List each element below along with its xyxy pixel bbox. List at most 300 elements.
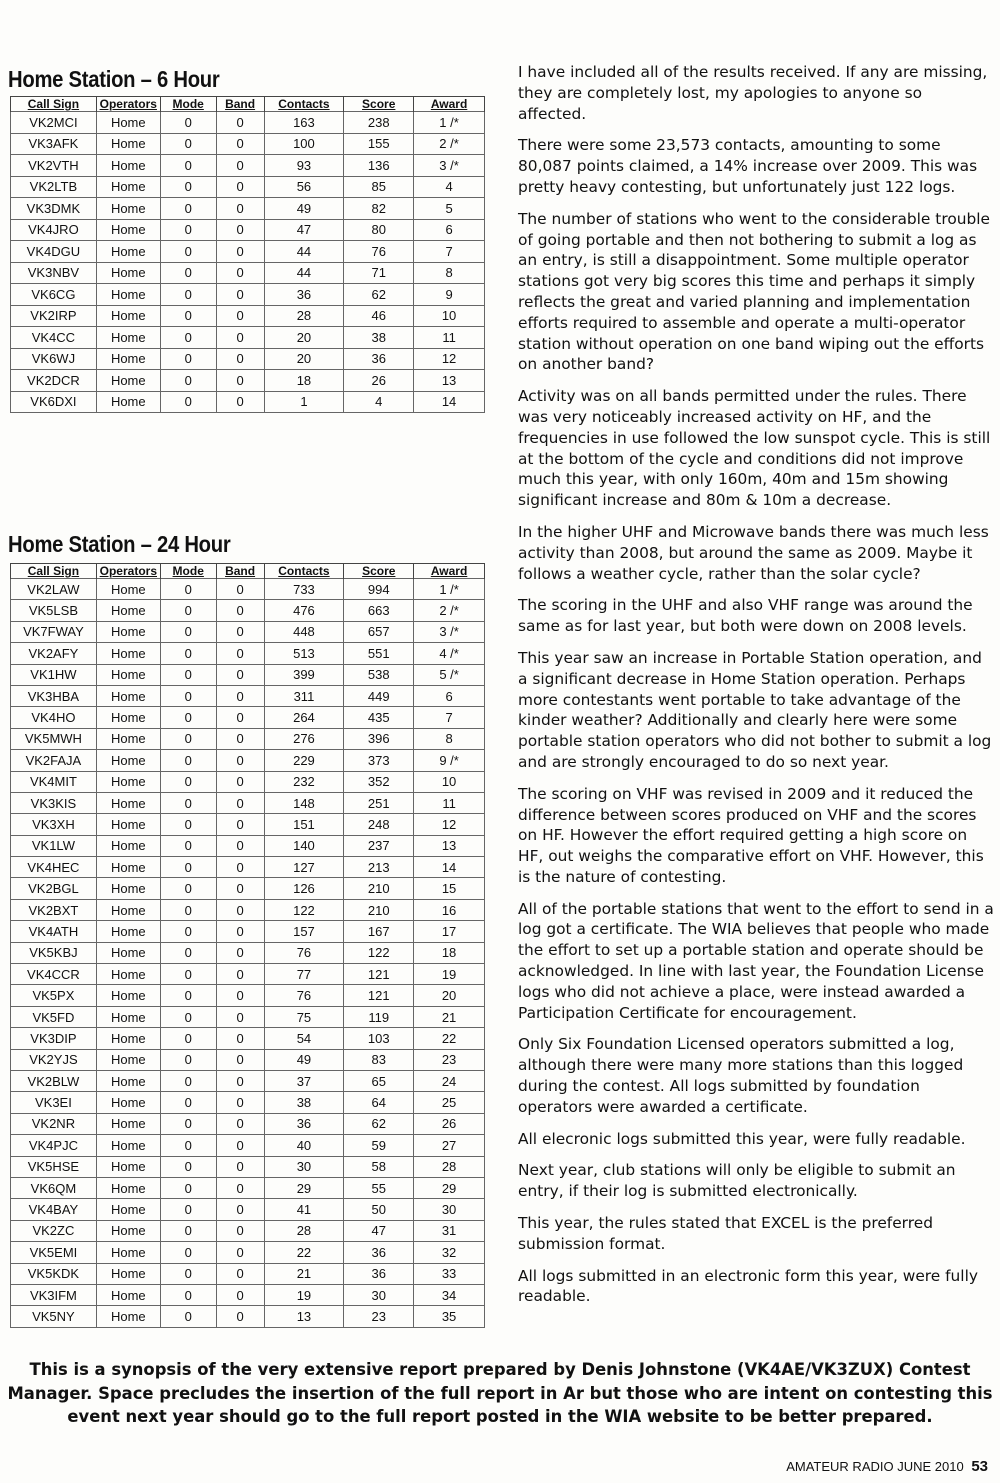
table-row	[11, 835, 485, 856]
header-band: Band	[216, 97, 264, 112]
call-sign-cell: VK1HW	[11, 664, 97, 685]
contacts-cell: 47	[264, 219, 344, 241]
band-cell: 0	[216, 899, 264, 920]
score-cell: 30	[344, 1284, 414, 1305]
score-cell: 210	[344, 899, 414, 920]
contacts-cell: 30	[264, 1156, 344, 1177]
paragraph: All of the portable stations that went to the effort to send in a log got a certificate. The WIA believes that people who made the effort to set up a portable station and operate should be acknowledged. In line with last year, the Foundation License logs who did not achieve a place, were instead awarded a Participation Certificate for encouragement.	[518, 899, 994, 1022]
contacts-cell: 151	[264, 814, 344, 835]
band-cell: 0	[216, 579, 264, 600]
table-row	[11, 771, 485, 792]
mode-cell: 0	[160, 1135, 216, 1156]
header-operators: Operators	[96, 564, 160, 579]
table-row	[11, 1156, 485, 1177]
award-cell: 2 /*	[414, 133, 485, 155]
mode-cell: 0	[160, 391, 216, 413]
band-cell: 0	[216, 391, 264, 413]
award-cell: 10	[414, 771, 485, 792]
table-row	[11, 370, 485, 392]
header-score: Score	[344, 97, 414, 112]
call-sign-cell: VK6QM	[11, 1177, 97, 1198]
band-cell: 0	[216, 643, 264, 664]
table-row	[11, 1049, 485, 1070]
table-row	[11, 792, 485, 813]
table-row	[11, 899, 485, 920]
contacts-cell: 264	[264, 707, 344, 728]
operators-cell: Home	[96, 792, 160, 813]
operators-cell: Home	[96, 1006, 160, 1027]
mode-cell: 0	[160, 327, 216, 349]
contacts-cell: 76	[264, 942, 344, 963]
call-sign-cell: VK4HEC	[11, 857, 97, 878]
score-cell: 538	[344, 664, 414, 685]
contacts-cell: 93	[264, 155, 344, 177]
operators-cell: Home	[96, 964, 160, 985]
mode-cell: 0	[160, 370, 216, 392]
score-cell: 50	[344, 1199, 414, 1220]
call-sign-cell: VK6WJ	[11, 348, 97, 370]
award-cell: 33	[414, 1263, 485, 1284]
table-row	[11, 814, 485, 835]
contacts-cell: 28	[264, 305, 344, 327]
table-row	[11, 327, 485, 349]
score-cell: 251	[344, 792, 414, 813]
score-cell: 994	[344, 579, 414, 600]
award-cell: 8	[414, 262, 485, 284]
call-sign-cell: VK5MWH	[11, 728, 97, 749]
table-row	[11, 685, 485, 706]
header-operators: Operators	[96, 97, 160, 112]
score-cell: 121	[344, 964, 414, 985]
operators-cell: Home	[96, 835, 160, 856]
award-cell: 1 /*	[414, 579, 485, 600]
call-sign-cell: VK1LW	[11, 835, 97, 856]
score-cell: 435	[344, 707, 414, 728]
band-cell: 0	[216, 857, 264, 878]
operators-cell: Home	[96, 921, 160, 942]
header-band: Band	[216, 564, 264, 579]
table-row	[11, 707, 485, 728]
score-cell: 46	[344, 305, 414, 327]
table-row	[11, 241, 485, 263]
award-cell: 4 /*	[414, 643, 485, 664]
band-cell: 0	[216, 1263, 264, 1284]
header-call-sign: Call Sign	[11, 97, 97, 112]
paragraph: The number of stations who went to the considerable trouble of going portable and then not bothering to submit a log as an entry, is still a disappointment. Some multiple operator stations got very big scores this time and perhaps it simply reflects the great and varied planning and implementation efforts required to assemble and operate a multi-operator station without operation on one band wiping out the efforts on another band?	[518, 209, 990, 374]
award-cell: 2 /*	[414, 600, 485, 621]
contacts-cell: 20	[264, 327, 344, 349]
paragraph: I have included all of the results received. If any are missing, they are completely lost, my apologies to anyone so affected.	[518, 63, 988, 123]
score-cell: 551	[344, 643, 414, 664]
score-cell: 83	[344, 1049, 414, 1070]
score-cell: 82	[344, 198, 414, 220]
score-cell: 65	[344, 1070, 414, 1091]
call-sign-cell: VK2AFY	[11, 643, 97, 664]
contacts-cell: 100	[264, 133, 344, 155]
band-cell: 0	[216, 1156, 264, 1177]
operators-cell: Home	[96, 621, 160, 642]
operators-cell: Home	[96, 327, 160, 349]
mode-cell: 0	[160, 1177, 216, 1198]
mode-cell: 0	[160, 176, 216, 198]
call-sign-cell: VK4HO	[11, 707, 97, 728]
call-sign-cell: VK2VTH	[11, 155, 97, 177]
operators-cell: Home	[96, 750, 160, 771]
operators-cell: Home	[96, 579, 160, 600]
table-row	[11, 1006, 485, 1027]
score-cell: 71	[344, 262, 414, 284]
operators-cell: Home	[96, 1263, 160, 1284]
table-row	[11, 964, 485, 985]
award-cell: 20	[414, 985, 485, 1006]
mode-cell: 0	[160, 1306, 216, 1327]
call-sign-cell: VK5LSB	[11, 600, 97, 621]
table-row	[11, 348, 485, 370]
call-sign-cell: VK3KIS	[11, 792, 97, 813]
award-cell: 31	[414, 1220, 485, 1241]
award-cell: 6	[414, 685, 485, 706]
table-row	[11, 1092, 485, 1113]
mode-cell: 0	[160, 219, 216, 241]
table-row	[11, 857, 485, 878]
call-sign-cell: VK4BAY	[11, 1199, 97, 1220]
paragraph: Activity was on all bands permitted under the rules. There was very noticeably increased activity on HF, and the frequencies in use followed the low sunspot cycle. This is still at the bottom of the cycle and conditions did not improve much this year, with only 160m, 40m and 15m showing significant increase and 80m & 10m a decrease.	[518, 387, 991, 510]
band-cell: 0	[216, 621, 264, 642]
table-row	[11, 728, 485, 749]
operators-cell: Home	[96, 133, 160, 155]
contacts-cell: 157	[264, 921, 344, 942]
header-score: Score	[344, 564, 414, 579]
mode-cell: 0	[160, 1113, 216, 1134]
table-row	[11, 1177, 485, 1198]
contacts-cell: 232	[264, 771, 344, 792]
award-cell: 8	[414, 728, 485, 749]
contacts-cell: 36	[264, 1113, 344, 1134]
award-cell: 4	[414, 176, 485, 198]
contacts-cell: 40	[264, 1135, 344, 1156]
band-cell: 0	[216, 878, 264, 899]
operators-cell: Home	[96, 1092, 160, 1113]
table-row	[11, 155, 485, 177]
score-cell: 38	[344, 327, 414, 349]
call-sign-cell: VK3NBV	[11, 262, 97, 284]
mode-cell: 0	[160, 1284, 216, 1305]
mode-cell: 0	[160, 198, 216, 220]
score-cell: 155	[344, 133, 414, 155]
band-cell: 0	[216, 241, 264, 263]
mode-cell: 0	[160, 1092, 216, 1113]
call-sign-cell: VK5EMI	[11, 1242, 97, 1263]
table-row	[11, 621, 485, 642]
mode-cell: 0	[160, 600, 216, 621]
band-cell: 0	[216, 1006, 264, 1027]
contacts-cell: 140	[264, 835, 344, 856]
award-cell: 23	[414, 1049, 485, 1070]
call-sign-cell: VK4MIT	[11, 771, 97, 792]
operators-cell: Home	[96, 370, 160, 392]
award-cell: 18	[414, 942, 485, 963]
table-24-hour-title: Home Station – 24 Hour	[8, 531, 231, 557]
table-row	[11, 262, 485, 284]
score-cell: 119	[344, 1006, 414, 1027]
table-row	[11, 643, 485, 664]
contacts-cell: 311	[264, 685, 344, 706]
call-sign-cell: VK3HBA	[11, 685, 97, 706]
operators-cell: Home	[96, 1135, 160, 1156]
call-sign-cell: VK2ZC	[11, 1220, 97, 1241]
operators-cell: Home	[96, 348, 160, 370]
table-row	[11, 942, 485, 963]
contacts-cell: 44	[264, 241, 344, 263]
contacts-cell: 28	[264, 1220, 344, 1241]
band-cell: 0	[216, 1070, 264, 1091]
operators-cell: Home	[96, 707, 160, 728]
band-cell: 0	[216, 835, 264, 856]
contacts-cell: 733	[264, 579, 344, 600]
award-cell: 13	[414, 835, 485, 856]
award-cell: 15	[414, 878, 485, 899]
header-mode: Mode	[160, 564, 216, 579]
table-row	[11, 878, 485, 899]
score-cell: 167	[344, 921, 414, 942]
award-cell: 35	[414, 1306, 485, 1327]
operators-cell: Home	[96, 685, 160, 706]
band-cell: 0	[216, 750, 264, 771]
award-cell: 3 /*	[414, 621, 485, 642]
operators-cell: Home	[96, 643, 160, 664]
mode-cell: 0	[160, 921, 216, 942]
score-cell: 76	[344, 241, 414, 263]
contacts-cell: 56	[264, 176, 344, 198]
band-cell: 0	[216, 284, 264, 306]
band-cell: 0	[216, 1177, 264, 1198]
contacts-cell: 13	[264, 1306, 344, 1327]
mode-cell: 0	[160, 685, 216, 706]
table-24-hour	[10, 563, 485, 1328]
score-cell: 103	[344, 1028, 414, 1049]
mode-cell: 0	[160, 899, 216, 920]
operators-cell: Home	[96, 198, 160, 220]
mode-cell: 0	[160, 728, 216, 749]
table-header-row	[11, 97, 485, 112]
mode-cell: 0	[160, 942, 216, 963]
mode-cell: 0	[160, 750, 216, 771]
operators-cell: Home	[96, 219, 160, 241]
band-cell: 0	[216, 1028, 264, 1049]
band-cell: 0	[216, 112, 264, 134]
band-cell: 0	[216, 685, 264, 706]
band-cell: 0	[216, 176, 264, 198]
paragraph: There were some 23,573 contacts, amounting to some 80,087 points claimed, a 14% increase over 2009. This was pretty heavy contesting, but unfortunately just 122 logs.	[518, 136, 978, 196]
operators-cell: Home	[96, 1113, 160, 1134]
score-cell: 136	[344, 155, 414, 177]
contacts-cell: 18	[264, 370, 344, 392]
score-cell: 122	[344, 942, 414, 963]
mode-cell: 0	[160, 262, 216, 284]
page-number: 53	[971, 1458, 988, 1475]
table-6-hour-title: Home Station – 6 Hour	[8, 66, 220, 92]
call-sign-cell: VK2BLW	[11, 1070, 97, 1091]
award-cell: 12	[414, 348, 485, 370]
contacts-cell: 1	[264, 391, 344, 413]
score-cell: 85	[344, 176, 414, 198]
award-cell: 22	[414, 1028, 485, 1049]
mode-cell: 0	[160, 348, 216, 370]
operators-cell: Home	[96, 176, 160, 198]
contacts-cell: 77	[264, 964, 344, 985]
score-cell: 36	[344, 1242, 414, 1263]
award-cell: 6	[414, 219, 485, 241]
operators-cell: Home	[96, 985, 160, 1006]
table-row	[11, 664, 485, 685]
award-cell: 5 /*	[414, 664, 485, 685]
call-sign-cell: VK2LAW	[11, 579, 97, 600]
score-cell: 62	[344, 284, 414, 306]
award-cell: 26	[414, 1113, 485, 1134]
table-row	[11, 112, 485, 134]
call-sign-cell: VK2YJS	[11, 1049, 97, 1070]
operators-cell: Home	[96, 284, 160, 306]
contacts-cell: 122	[264, 899, 344, 920]
call-sign-cell: VK5HSE	[11, 1156, 97, 1177]
contacts-cell: 513	[264, 643, 344, 664]
table-row	[11, 921, 485, 942]
award-cell: 5	[414, 198, 485, 220]
operators-cell: Home	[96, 899, 160, 920]
mode-cell: 0	[160, 112, 216, 134]
call-sign-cell: VK2IRP	[11, 305, 97, 327]
operators-cell: Home	[96, 1306, 160, 1327]
award-cell: 25	[414, 1092, 485, 1113]
mode-cell: 0	[160, 1006, 216, 1027]
table-row	[11, 1284, 485, 1305]
band-cell: 0	[216, 985, 264, 1006]
score-cell: 4	[344, 391, 414, 413]
band-cell: 0	[216, 1113, 264, 1134]
synopsis-note: This is a synopsis of the very extensive report prepared by Denis Johnstone (VK4AE/VK3ZUX) Contest Manager. Space precludes the insertion of the full report in Ar but those who are intent on contesting this event next year should go to the full report posted in the WIA website to be better prepared.	[7, 1360, 993, 1426]
band-cell: 0	[216, 327, 264, 349]
call-sign-cell: VK3AFK	[11, 133, 97, 155]
table-row	[11, 305, 485, 327]
award-cell: 11	[414, 327, 485, 349]
contacts-cell: 41	[264, 1199, 344, 1220]
mode-cell: 0	[160, 792, 216, 813]
mode-cell: 0	[160, 1049, 216, 1070]
operators-cell: Home	[96, 391, 160, 413]
mode-cell: 0	[160, 643, 216, 664]
table-row	[11, 600, 485, 621]
award-cell: 14	[414, 857, 485, 878]
table-row	[11, 198, 485, 220]
operators-cell: Home	[96, 1220, 160, 1241]
call-sign-cell: VK3DMK	[11, 198, 97, 220]
table-row	[11, 750, 485, 771]
operators-cell: Home	[96, 305, 160, 327]
paragraph: This year, the rules stated that EXCEL is the preferred submission format.	[518, 1214, 933, 1253]
call-sign-cell: VK4DGU	[11, 241, 97, 263]
contacts-cell: 276	[264, 728, 344, 749]
mode-cell: 0	[160, 1028, 216, 1049]
award-cell: 14	[414, 391, 485, 413]
band-cell: 0	[216, 262, 264, 284]
band-cell: 0	[216, 1284, 264, 1305]
paragraph: Next year, club stations will only be eligible to submit an entry, if their log is submitted electronically.	[518, 1161, 956, 1201]
call-sign-cell: VK2BGL	[11, 878, 97, 899]
award-cell: 9 /*	[414, 750, 485, 771]
operators-cell: Home	[96, 1028, 160, 1049]
band-cell: 0	[216, 370, 264, 392]
call-sign-cell: VK2FAJA	[11, 750, 97, 771]
band-cell: 0	[216, 964, 264, 985]
table-row	[11, 1306, 485, 1327]
paragraph: This year saw an increase in Portable Station operation, and a significant decrease in Home Station operation. Perhaps more contestants went portable to take advantage of the kinder weather? Additionally and clearly here were some portable station operators who did not bother to submit a log and are strongly encouraged to do so next year.	[518, 648, 992, 771]
operators-cell: Home	[96, 728, 160, 749]
table-row	[11, 1263, 485, 1284]
award-cell: 32	[414, 1242, 485, 1263]
score-cell: 210	[344, 878, 414, 899]
operators-cell: Home	[96, 878, 160, 899]
table-header-row	[11, 564, 485, 579]
call-sign-cell: VK3EI	[11, 1092, 97, 1113]
mode-cell: 0	[160, 878, 216, 899]
contacts-cell: 448	[264, 621, 344, 642]
call-sign-cell: VK5FD	[11, 1006, 97, 1027]
operators-cell: Home	[96, 1199, 160, 1220]
contacts-cell: 29	[264, 1177, 344, 1198]
band-cell: 0	[216, 1306, 264, 1327]
table-row	[11, 1242, 485, 1263]
score-cell: 657	[344, 621, 414, 642]
operators-cell: Home	[96, 600, 160, 621]
mode-cell: 0	[160, 707, 216, 728]
call-sign-cell: VK3DIP	[11, 1028, 97, 1049]
award-cell: 30	[414, 1199, 485, 1220]
score-cell: 62	[344, 1113, 414, 1134]
call-sign-cell: VK2LTB	[11, 176, 97, 198]
table-row	[11, 579, 485, 600]
award-cell: 34	[414, 1284, 485, 1305]
contacts-cell: 126	[264, 878, 344, 899]
call-sign-cell: VK6DXI	[11, 391, 97, 413]
contacts-cell: 36	[264, 284, 344, 306]
mode-cell: 0	[160, 857, 216, 878]
mode-cell: 0	[160, 1199, 216, 1220]
table-row	[11, 1199, 485, 1220]
score-cell: 121	[344, 985, 414, 1006]
award-cell: 16	[414, 899, 485, 920]
mode-cell: 0	[160, 835, 216, 856]
operators-cell: Home	[96, 1284, 160, 1305]
table-row	[11, 133, 485, 155]
call-sign-cell: VK7FWAY	[11, 621, 97, 642]
score-cell: 80	[344, 219, 414, 241]
band-cell: 0	[216, 942, 264, 963]
band-cell: 0	[216, 707, 264, 728]
contacts-cell: 127	[264, 857, 344, 878]
operators-cell: Home	[96, 664, 160, 685]
award-cell: 7	[414, 707, 485, 728]
award-cell: 1 /*	[414, 112, 485, 134]
award-cell: 27	[414, 1135, 485, 1156]
band-cell: 0	[216, 305, 264, 327]
score-cell: 59	[344, 1135, 414, 1156]
table-row	[11, 1135, 485, 1156]
table-row	[11, 985, 485, 1006]
paragraph: The scoring in the UHF and also VHF range was around the same as for last year, but both were down on 2008 levels.	[518, 596, 973, 636]
call-sign-cell: VK2MCI	[11, 112, 97, 134]
score-cell: 373	[344, 750, 414, 771]
header-call-sign: Call Sign	[11, 564, 97, 579]
